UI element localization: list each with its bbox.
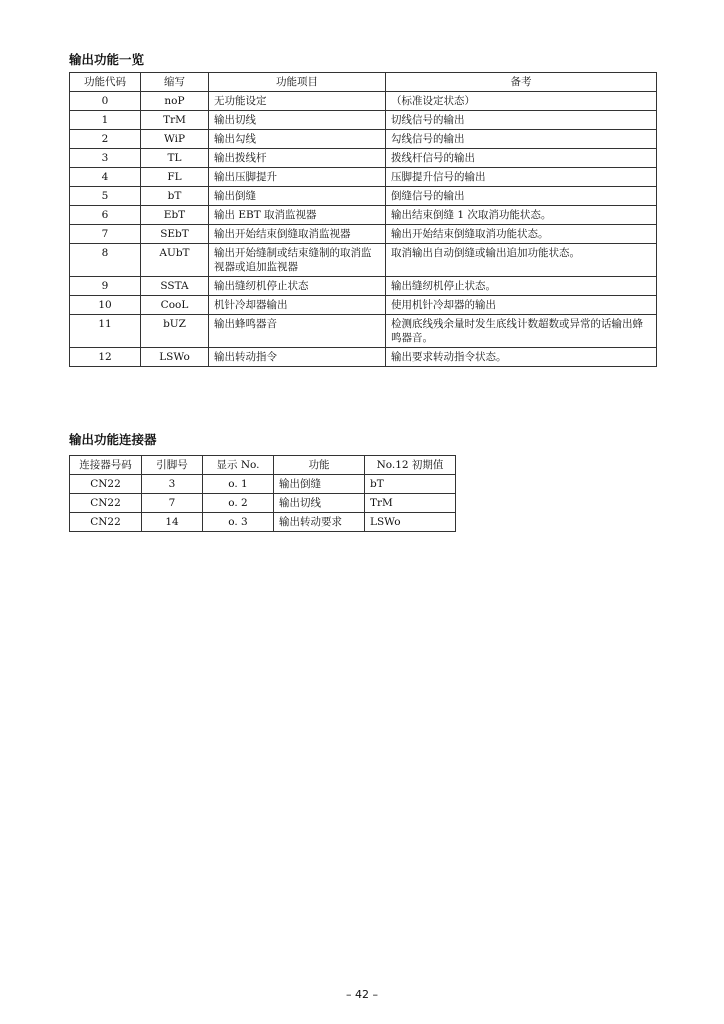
table-cell: 输出倒缝 [209, 187, 386, 206]
header-display-number: 显示 No. [203, 456, 274, 475]
table-header-row [70, 456, 456, 475]
header-initial-value: No.12 初期值 [365, 456, 456, 475]
output-connectors-title: 输出功能连接器 [69, 432, 157, 447]
table-cell: 输出开始缝制或结束缝制的取消监视器或追加监视器 [209, 244, 386, 277]
table-cell: 倒缝信号的输出 [386, 187, 657, 206]
table-cell: SSTA [141, 277, 209, 296]
table-cell: bT [141, 187, 209, 206]
table-cell: 7 [142, 494, 203, 513]
table-cell: 4 [70, 168, 141, 187]
table-cell: 输出开始结束倒缝取消功能状态。 [386, 225, 657, 244]
table-row [70, 494, 456, 513]
table-cell: TrM [141, 111, 209, 130]
output-connectors-table [69, 455, 456, 532]
table-cell: 3 [70, 149, 141, 168]
output-functions-title: 输出功能一览 [69, 52, 145, 67]
table-row [70, 187, 657, 206]
table-cell: 输出结束倒缝 1 次取消功能状态。 [386, 206, 657, 225]
table-cell: 10 [70, 296, 141, 315]
table-row [70, 348, 657, 367]
table-cell: 输出转动指令 [209, 348, 386, 367]
header-function-item: 功能项目 [209, 73, 386, 92]
table-cell: 输出勾线 [209, 130, 386, 149]
table-cell: FL [141, 168, 209, 187]
table-cell: 2 [70, 130, 141, 149]
table-cell: 8 [70, 244, 141, 277]
table-cell: o. 2 [203, 494, 274, 513]
table-cell: 5 [70, 187, 141, 206]
header-abbreviation: 缩写 [141, 73, 209, 92]
table-cell: 输出开始结束倒缝取消监视器 [209, 225, 386, 244]
table-row [70, 168, 657, 187]
header-pin-number: 引脚号 [142, 456, 203, 475]
table-cell: 6 [70, 206, 141, 225]
table-cell: 输出缝纫机停止状态。 [386, 277, 657, 296]
table-cell: o. 1 [203, 475, 274, 494]
table-row [70, 315, 657, 348]
table-cell: 1 [70, 111, 141, 130]
table-cell: 3 [142, 475, 203, 494]
table-cell: 无功能设定 [209, 92, 386, 111]
table-cell: WiP [141, 130, 209, 149]
table-cell: 0 [70, 92, 141, 111]
table-header-row [70, 73, 657, 92]
table-cell: 输出切线 [209, 111, 386, 130]
table-cell: （标准设定状态） [386, 92, 657, 111]
table-cell: 9 [70, 277, 141, 296]
page-number: – 42 – [346, 988, 378, 1001]
table-cell: 切线信号的输出 [386, 111, 657, 130]
table-row [70, 513, 456, 532]
table-row [70, 475, 456, 494]
table-cell: CN22 [70, 513, 142, 532]
table-cell: 检测底线残余量时发生底线计数超数或异常的话输出蜂鸣器音。 [386, 315, 657, 348]
output-connectors-body [70, 475, 456, 532]
table-row [70, 206, 657, 225]
table-cell: TL [141, 149, 209, 168]
table-cell: 拨线杆信号的输出 [386, 149, 657, 168]
table-cell: 勾线信号的输出 [386, 130, 657, 149]
table-cell: EbT [141, 206, 209, 225]
table-cell: CooL [141, 296, 209, 315]
table-row [70, 277, 657, 296]
table-cell: 输出倒缝 [274, 475, 365, 494]
table-cell: 取消输出自动倒缝或输出追加功能状态。 [386, 244, 657, 277]
table-cell: CN22 [70, 475, 142, 494]
table-cell: noP [141, 92, 209, 111]
header-function: 功能 [274, 456, 365, 475]
header-function-code: 功能代码 [70, 73, 141, 92]
table-cell: 输出要求转动指令状态。 [386, 348, 657, 367]
table-cell: 11 [70, 315, 141, 348]
table-row [70, 225, 657, 244]
table-cell: 14 [142, 513, 203, 532]
table-cell: TrM [365, 494, 456, 513]
table-cell: 输出缝纫机停止状态 [209, 277, 386, 296]
table-cell: 机针冷却器输出 [209, 296, 386, 315]
table-cell: 输出拨线杆 [209, 149, 386, 168]
table-cell: 7 [70, 225, 141, 244]
table-row [70, 296, 657, 315]
table-cell: 12 [70, 348, 141, 367]
table-row [70, 244, 657, 277]
table-cell: 输出蜂鸣器音 [209, 315, 386, 348]
table-cell: AUbT [141, 244, 209, 277]
table-cell: bT [365, 475, 456, 494]
table-cell: 压脚提升信号的输出 [386, 168, 657, 187]
table-cell: 输出切线 [274, 494, 365, 513]
output-functions-table [69, 72, 657, 367]
table-cell: 输出转动要求 [274, 513, 365, 532]
table-cell: 输出 EBT 取消监视器 [209, 206, 386, 225]
table-row [70, 92, 657, 111]
output-functions-body [70, 92, 657, 367]
table-row [70, 111, 657, 130]
table-cell: 使用机针冷却器的输出 [386, 296, 657, 315]
table-cell: LSWo [141, 348, 209, 367]
table-row [70, 130, 657, 149]
table-cell: CN22 [70, 494, 142, 513]
table-cell: 输出压脚提升 [209, 168, 386, 187]
table-cell: LSWo [365, 513, 456, 532]
table-cell: o. 3 [203, 513, 274, 532]
header-remarks: 备考 [386, 73, 657, 92]
table-cell: SEbT [141, 225, 209, 244]
table-cell: bUZ [141, 315, 209, 348]
header-connector-number: 连接器号码 [70, 456, 142, 475]
table-row [70, 149, 657, 168]
